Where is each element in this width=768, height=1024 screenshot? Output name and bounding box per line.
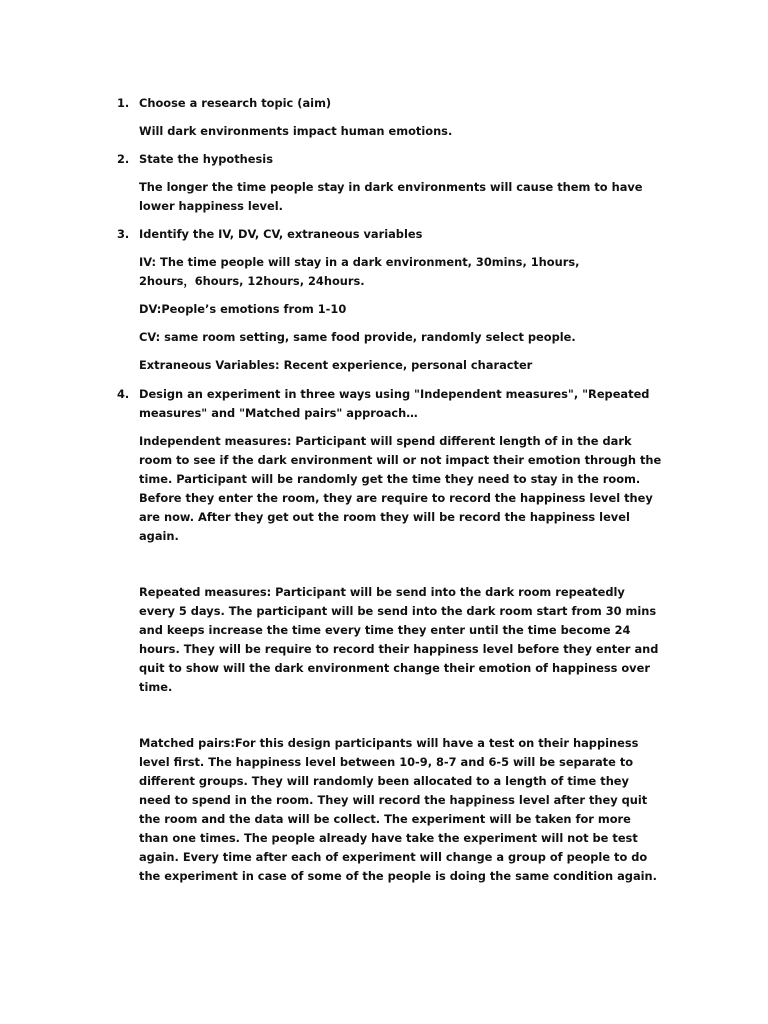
heading-line: Design an experiment in three ways using "Independent measures", "Repeated xyxy=(139,387,650,401)
body-line: every 5 days. The participant will be send into the dark room start from 30 mins xyxy=(139,604,657,618)
item-2-number: 2. xyxy=(117,152,130,166)
body-line: hours. They will be require to record their happiness level before they enter and xyxy=(139,642,659,656)
matched-pairs-paragraph xyxy=(139,734,659,886)
body-line: need to spend in the room. They will record the happiness level after they quit xyxy=(139,793,648,807)
body-line: Repeated measures: Participant will be send into the dark room repeatedly xyxy=(139,585,625,599)
body-line: Extraneous Variables: Recent experience, personal character xyxy=(139,358,533,372)
body-line: the room and the data will be collect. The experiment will be taken for more xyxy=(139,812,631,826)
item-4-heading-text xyxy=(139,385,657,423)
item-1-number: 1. xyxy=(117,96,130,110)
cv-paragraph xyxy=(139,328,659,347)
body-line: Before they enter the room, they are require to record the happiness level they xyxy=(139,491,653,505)
item-1-heading-text: Choose a research topic (aim) xyxy=(139,96,332,110)
item-1-body xyxy=(139,122,659,141)
body-line: CV: same room setting, same food provide, randomly select people. xyxy=(139,330,576,344)
body-line: Matched pairs:For this design participants will have a test on their happiness xyxy=(139,736,639,750)
body-line: and keeps increase the time every time they enter until the time become 24 xyxy=(139,623,631,637)
body-line: IV: The time people will stay in a dark environment, 30mins, 1hours, xyxy=(139,255,580,269)
body-line: again. xyxy=(139,529,179,543)
body-line: quit to show will the dark environment change their emotion of happiness over xyxy=(139,661,650,675)
item-2-body xyxy=(139,178,659,216)
body-line: time. xyxy=(139,680,173,694)
body-line: the experiment in case of some of the people is doing the same condition again. xyxy=(139,869,657,883)
dv-paragraph xyxy=(139,300,659,319)
repeated-measures-paragraph xyxy=(139,583,659,697)
body-line: 2hours，6hours, 12hours, 24hours. xyxy=(139,274,365,288)
item-4-heading xyxy=(117,385,657,423)
heading-line: measures" and "Matched pairs" approach… xyxy=(139,406,418,420)
body-line: Will dark environments impact human emotions. xyxy=(139,124,453,138)
body-line: lower happiness level. xyxy=(139,199,283,213)
body-line: time. Participant will be randomly get the time they need to stay in the room. xyxy=(139,472,641,486)
body-line: different groups. They will randomly been allocated to a length of time they xyxy=(139,774,629,788)
item-2-heading xyxy=(117,150,657,169)
body-line: Independent measures: Participant will spend different length of in the dark xyxy=(139,434,632,448)
body-line: are now. After they get out the room they will be record the happiness level xyxy=(139,510,630,524)
iv-paragraph xyxy=(139,253,659,291)
body-line: room to see if the dark environment will or not impact their emotion through the xyxy=(139,453,662,467)
body-line: The longer the time people stay in dark environments will cause them to have xyxy=(139,180,643,194)
independent-measures-paragraph xyxy=(139,432,662,546)
body-line: DV:People’s emotions from 1-10 xyxy=(139,302,347,316)
extraneous-paragraph xyxy=(139,356,659,375)
item-2-heading-text: State the hypothesis xyxy=(139,152,273,166)
body-line: level first. The happiness level between 10-9, 8-7 and 6-5 will be separate to xyxy=(139,755,634,769)
item-4-number: 4. xyxy=(117,387,130,401)
body-line: than one times. The people already have take the experiment will not be test xyxy=(139,831,638,845)
item-3-heading xyxy=(117,225,657,244)
item-3-heading-text: Identify the IV, DV, CV, extraneous variables xyxy=(139,227,423,241)
body-line: again. Every time after each of experiment will change a group of people to do xyxy=(139,850,648,864)
item-3-number: 3. xyxy=(117,227,130,241)
item-1-heading xyxy=(117,94,657,113)
